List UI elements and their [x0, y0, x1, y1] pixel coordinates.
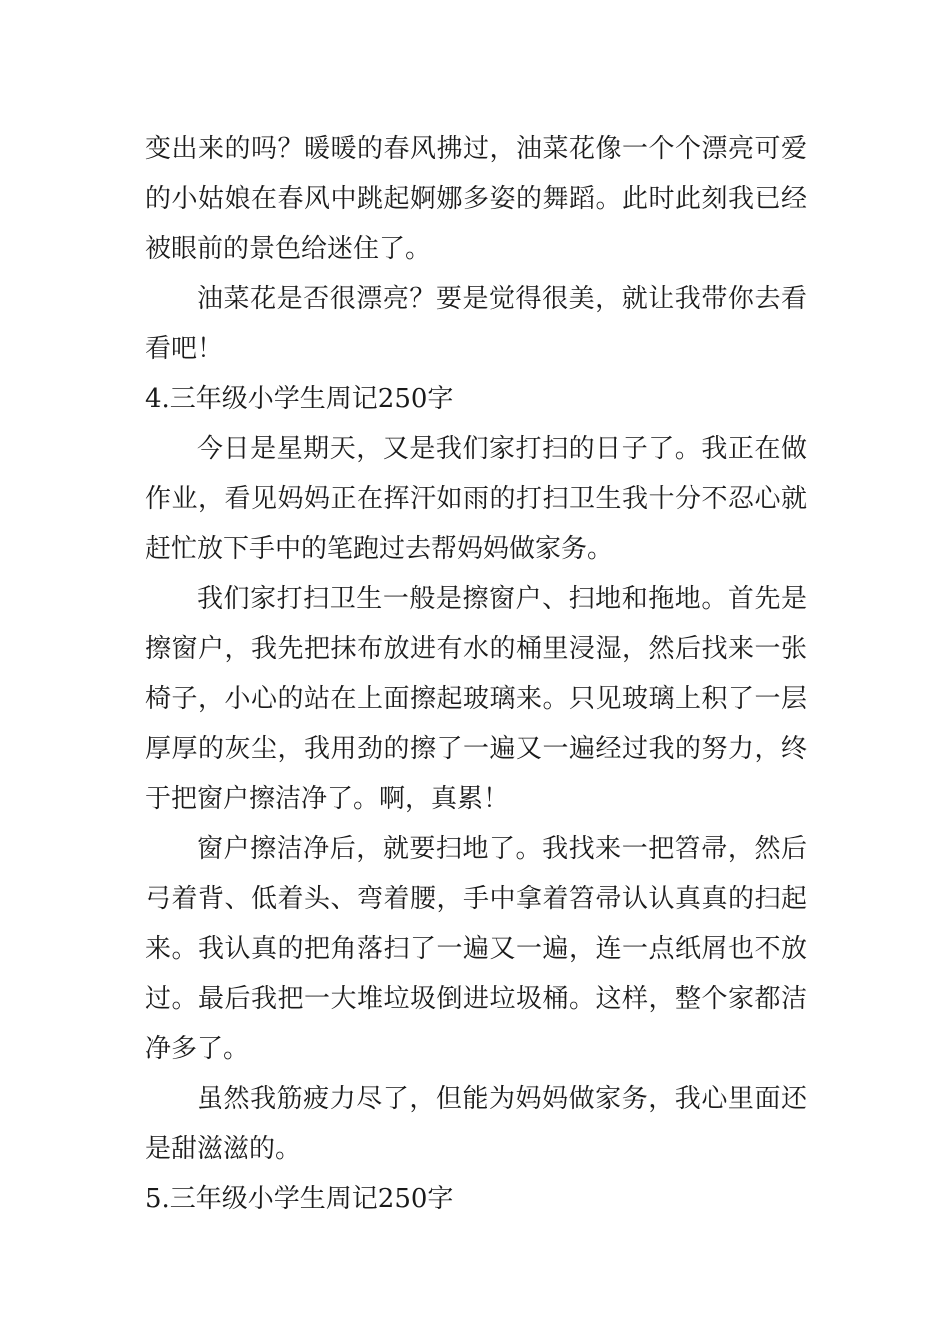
section-heading-4: 4.三年级小学生周记250字: [145, 384, 454, 414]
section-heading-5: 5.三年级小学生周记250字: [145, 1184, 454, 1214]
paragraph: 我们家打扫卫生一般是擦窗户、扫地和拖地。首先是擦窗户，我先把抹布放进有水的桶里浸湿，然后找来一张椅子，小心的站在上面擦起玻璃来。只见玻璃上积了一层厚厚的灰尘，我用劲的擦了一遍又一遍经过我的努力，终于把窗户擦洁净了。啊，真累！: [145, 584, 807, 814]
document-body: [145, 124, 807, 1224]
paragraph: 今日是星期天，又是我们家打扫的日子了。我正在做作业，看见妈妈正在挥汗如雨的打扫卫生我十分不忍心就赶忙放下手中的笔跑过去帮妈妈做家务。: [145, 434, 807, 564]
paragraph: 油菜花是否很漂亮？要是觉得很美，就让我带你去看看吧！: [145, 284, 807, 364]
paragraph-continued: 变出来的吗？暖暖的春风拂过，油菜花像一个个漂亮可爱的小姑娘在春风中跳起婀娜多姿的舞蹈。此时此刻我已经被眼前的景色给迷住了。: [145, 134, 807, 264]
paragraph: 虽然我筋疲力尽了，但能为妈妈做家务，我心里面还是甜滋滋的。: [145, 1084, 807, 1164]
paragraph: 窗户擦洁净后，就要扫地了。我找来一把笤帚，然后弓着背、低着头、弯着腰，手中拿着笤帚认认真真的扫起来。我认真的把角落扫了一遍又一遍，连一点纸屑也不放过。最后我把一大堆垃圾倒进垃圾桶。这样，整个家都洁净多了。: [145, 834, 807, 1064]
